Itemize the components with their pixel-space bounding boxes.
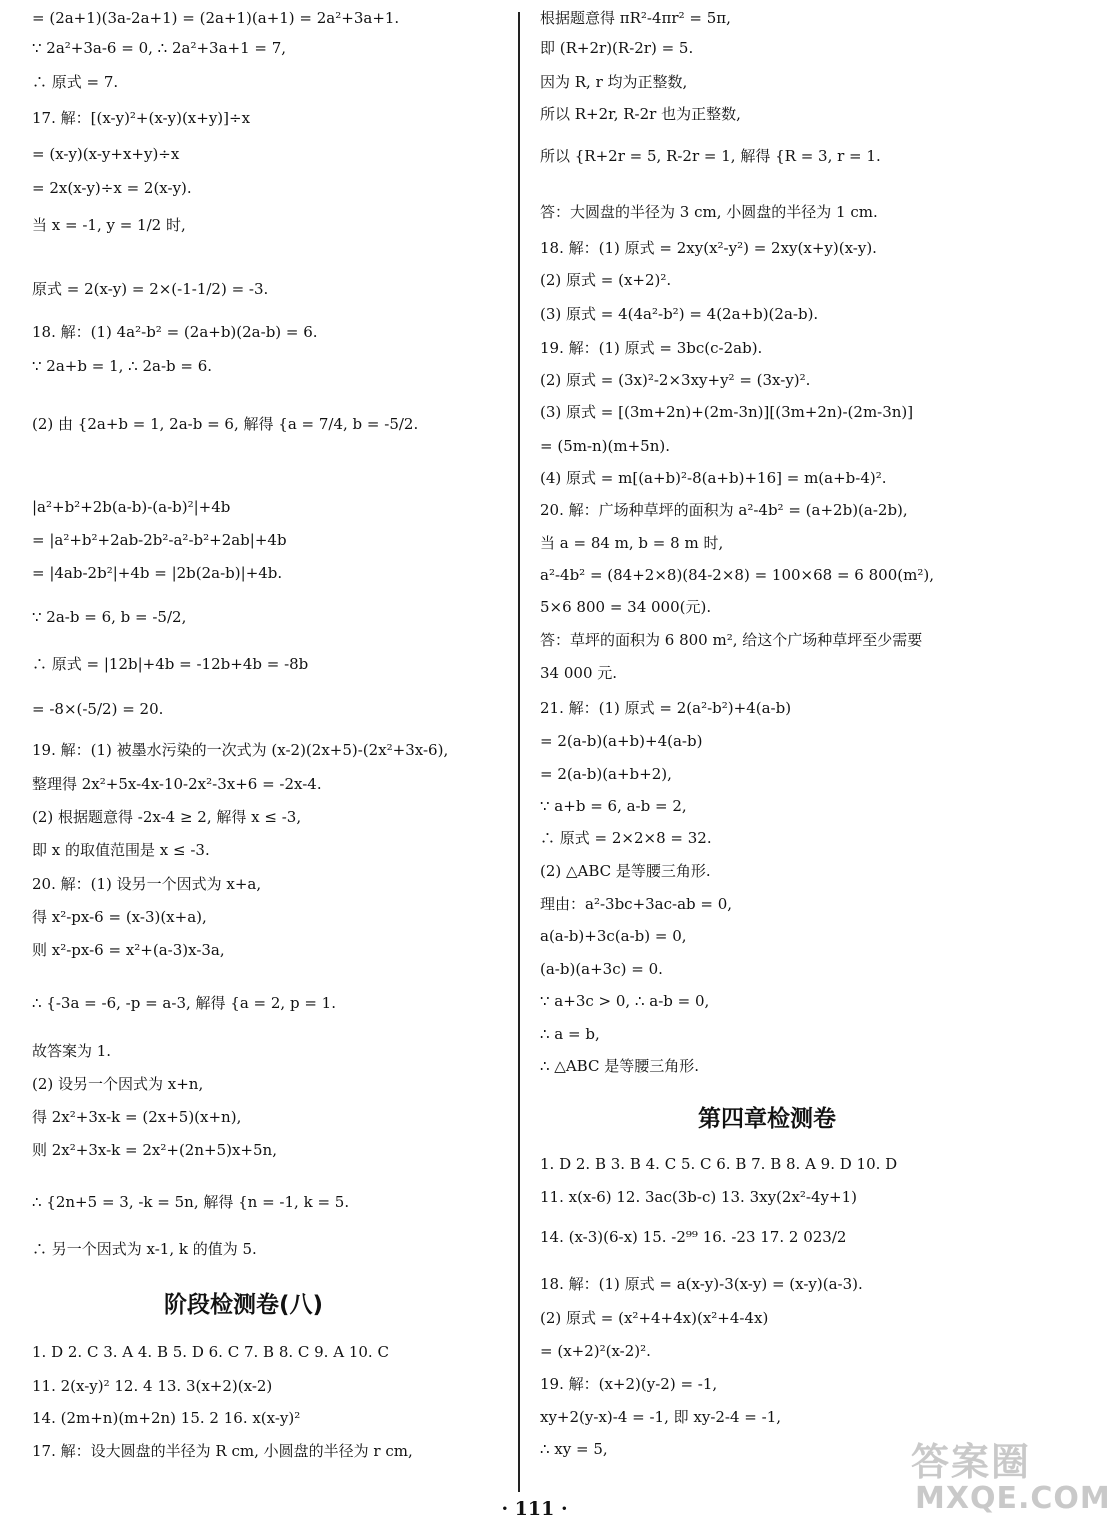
right-text-line: 19. 解：(1) 原式 = 3bc(c-2ab). xyxy=(540,339,763,357)
right-text-line: = (5m-n)(m+5n). xyxy=(540,437,671,455)
left-text-line: (2) 由 {2a+b = 1, 2a-b = 6, 解得 {a = 7/4, b = -5/2. xyxy=(32,415,419,433)
left-text-line: ∴ 原式 = |12b|+4b = -12b+4b = -8b xyxy=(32,655,309,673)
left-text-line: ∵ 2a-b = 6, b = -5/2, xyxy=(32,608,187,626)
column-divider xyxy=(518,12,520,1492)
watermark-logo xyxy=(905,1431,1111,1526)
right-text-line: 21. 解：(1) 原式 = 2(a²-b²)+4(a-b) xyxy=(540,699,792,717)
right-text-line: 11. x(x-6) 12. 3ac(3b-c) 13. 3xy(2x²-4y+1) xyxy=(540,1188,857,1206)
right-text-line: ∴ △ABC 是等腰三角形. xyxy=(540,1057,699,1075)
right-text-line: (2) 原式 = (x+2)². xyxy=(540,271,672,289)
right-text-line: ∵ a+3c > 0, ∴ a-b = 0, xyxy=(540,992,710,1010)
right-text-line: 34 000 元. xyxy=(540,664,618,682)
watermark-text-bottom: MXQE.COM xyxy=(915,1481,1111,1516)
left-text-line: 19. 解：(1) 被墨水污染的一次式为 (x-2)(2x+5)-(2x²+3x-6), xyxy=(32,741,449,759)
left-text-line: 得 x²-px-6 = (x-3)(x+a), xyxy=(32,908,207,926)
right-text-line: ∴ xy = 5, xyxy=(540,1440,608,1458)
right-text-line: (3) 原式 = [(3m+2n)+(2m-3n)][(3m+2n)-(2m-3n)] xyxy=(540,403,914,421)
section-heading-chapter-4-test: 第四章检测卷 xyxy=(698,1106,836,1132)
right-text-line: (2) 原式 = (x²+4+4x)(x²+4-4x) xyxy=(540,1309,769,1327)
right-text-line: (3) 原式 = 4(4a²-b²) = 4(2a+b)(2a-b). xyxy=(540,305,819,323)
section-heading-stage-test-8: 阶段检测卷(八) xyxy=(164,1292,324,1318)
right-text-line: 所以 R+2r, R-2r 也为正整数, xyxy=(540,105,741,123)
left-text-line: 11. 2(x-y)² 12. 4 13. 3(x+2)(x-2) xyxy=(32,1377,273,1395)
left-text-line: 故答案为 1. xyxy=(32,1042,112,1060)
left-text-line: = |a²+b²+2ab-2b²-a²-b²+2ab|+4b xyxy=(32,531,287,549)
page-number: · 111 · xyxy=(501,1498,568,1520)
right-text-line: ∵ a+b = 6, a-b = 2, xyxy=(540,797,687,815)
right-text-line: 理由：a²-3bc+3ac-ab = 0, xyxy=(540,895,733,913)
right-text-line: = 2(a-b)(a+b+2), xyxy=(540,765,672,783)
left-text-line: 整理得 2x²+5x-4x-10-2x²-3x+6 = -2x-4. xyxy=(32,775,322,793)
left-text-line: 17. 解：[(x-y)²+(x-y)(x+y)]÷x xyxy=(32,109,251,127)
right-text-line: 根据题意得 πR²-4πr² = 5π, xyxy=(540,9,731,27)
right-text-line: (a-b)(a+3c) = 0. xyxy=(540,960,663,978)
left-text-line: ∵ 2a+b = 1, ∴ 2a-b = 6. xyxy=(32,357,213,375)
left-text-line: ∴ 原式 = 7. xyxy=(32,73,119,91)
left-text-line: 18. 解：(1) 4a²-b² = (2a+b)(2a-b) = 6. xyxy=(32,323,318,341)
right-text-line: = (x+2)²(x-2)². xyxy=(540,1342,651,1360)
left-text-line: = (2a+1)(3a-2a+1) = (2a+1)(a+1) = 2a²+3a+1. xyxy=(32,9,400,27)
left-text-line: |a²+b²+2b(a-b)-(a-b)²|+4b xyxy=(32,498,231,516)
left-text-line: 原式 = 2(x-y) = 2×(-1-1/2) = -3. xyxy=(32,280,269,298)
right-text-line: 14. (x-3)(6-x) 15. -2⁹⁹ 16. -23 17. 2 023/2 xyxy=(540,1228,847,1246)
right-text-line: 18. 解：(1) 原式 = 2xy(x²-y²) = 2xy(x+y)(x-y). xyxy=(540,239,877,257)
right-text-line: 18. 解：(1) 原式 = a(x-y)-3(x-y) = (x-y)(a-3). xyxy=(540,1275,863,1293)
right-text-line: 因为 R, r 均为正整数, xyxy=(540,73,688,91)
right-text-line: (4) 原式 = m[(a+b)²-8(a+b)+16] = m(a+b-4)². xyxy=(540,469,887,487)
right-text-line: 答：草坪的面积为 6 800 m², 给这个广场种草坪至少需要 xyxy=(540,631,923,649)
left-text-line: = |4ab-2b²|+4b = |2b(2a-b)|+4b. xyxy=(32,564,283,582)
left-text-line: 20. 解：(1) 设另一个因式为 x+a, xyxy=(32,875,262,893)
left-text-line: (2) 设另一个因式为 x+n, xyxy=(32,1075,204,1093)
right-text-line: ∴ a = b, xyxy=(540,1025,600,1043)
left-text-line: 得 2x²+3x-k = (2x+5)(x+n), xyxy=(32,1108,242,1126)
left-text-line: 17. 解：设大圆盘的半径为 R cm, 小圆盘的半径为 r cm, xyxy=(32,1442,413,1460)
left-text-line: ∴ {-3a = -6, -p = a-3, 解得 {a = 2, p = 1. xyxy=(32,994,336,1012)
left-text-line: 即 x 的取值范围是 x ≤ -3. xyxy=(32,841,210,859)
left-text-line: = 2x(x-y)÷x = 2(x-y). xyxy=(32,179,192,197)
left-text-line: 则 2x²+3x-k = 2x²+(2n+5)x+5n, xyxy=(32,1141,277,1159)
left-text-line: = -8×(-5/2) = 20. xyxy=(32,700,164,718)
right-text-line: a(a-b)+3c(a-b) = 0, xyxy=(540,927,687,945)
right-text-line: (2) △ABC 是等腰三角形. xyxy=(540,862,711,880)
left-text-line: (2) 根据题意得 -2x-4 ≥ 2, 解得 x ≤ -3, xyxy=(32,808,302,826)
left-text-line: 当 x = -1, y = 1/2 时, xyxy=(32,216,186,234)
left-text-line: 则 x²-px-6 = x²+(a-3)x-3a, xyxy=(32,941,225,959)
right-text-line: 1. D 2. B 3. B 4. C 5. C 6. B 7. B 8. A 9. D 10. D xyxy=(540,1155,898,1173)
left-text-line: 14. (2m+n)(m+2n) 15. 2 16. x(x-y)² xyxy=(32,1409,301,1427)
right-text-line: 当 a = 84 m, b = 8 m 时, xyxy=(540,534,724,552)
left-text-line: ∴ {2n+5 = 3, -k = 5n, 解得 {n = -1, k = 5. xyxy=(32,1193,350,1211)
right-text-line: 即 (R+2r)(R-2r) = 5. xyxy=(540,39,694,57)
watermark-text-top: 答案圈 xyxy=(911,1440,1032,1484)
left-text-line: = (x-y)(x-y+x+y)÷x xyxy=(32,145,180,163)
right-text-line: ∴ 原式 = 2×2×8 = 32. xyxy=(540,829,712,847)
right-text-line: (2) 原式 = (3x)²-2×3xy+y² = (3x-y)². xyxy=(540,371,811,389)
right-text-line: = 2(a-b)(a+b)+4(a-b) xyxy=(540,732,703,750)
right-text-line: 19. 解：(x+2)(y-2) = -1, xyxy=(540,1375,718,1393)
right-text-line: 5×6 800 = 34 000(元). xyxy=(540,598,712,616)
right-text-line: xy+2(y-x)-4 = -1, 即 xy-2-4 = -1, xyxy=(540,1408,782,1426)
right-text-line: 20. 解：广场种草坪的面积为 a²-4b² = (a+2b)(a-2b), xyxy=(540,501,908,519)
left-text-line: ∵ 2a²+3a-6 = 0, ∴ 2a²+3a+1 = 7, xyxy=(32,39,287,57)
right-text-line: 所以 {R+2r = 5, R-2r = 1, 解得 {R = 3, r = 1. xyxy=(540,147,881,165)
right-text-line: a²-4b² = (84+2×8)(84-2×8) = 100×68 = 6 800(m²), xyxy=(540,566,934,584)
left-text-line: ∴ 另一个因式为 x-1, k 的值为 5. xyxy=(32,1240,257,1258)
left-text-line: 1. D 2. C 3. A 4. B 5. D 6. C 7. B 8. C 9. A 10. C xyxy=(32,1343,389,1361)
right-text-line: 答：大圆盘的半径为 3 cm, 小圆盘的半径为 1 cm. xyxy=(540,203,878,221)
